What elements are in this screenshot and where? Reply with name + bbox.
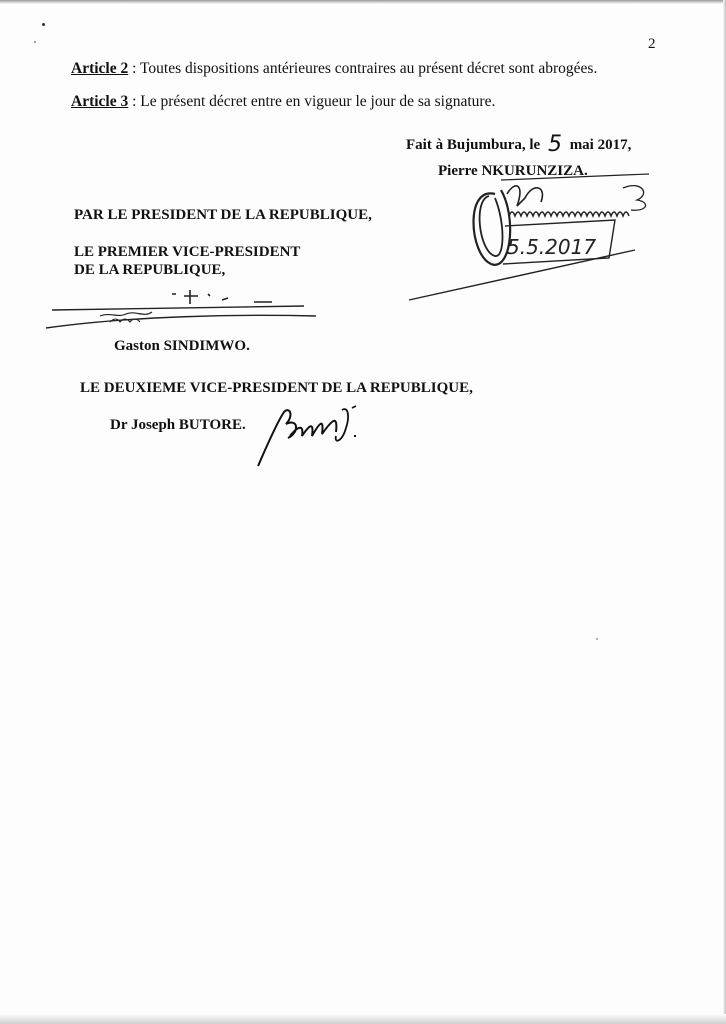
second-vice-president-title: LE DEUXIEME VICE-PRESIDENT DE LA REPUBLIQUE, [80, 380, 473, 396]
article-3 [71, 93, 495, 111]
article-3-text: : Le présent décret entre en vigueur le jour de sa signature. [128, 93, 496, 110]
scan-speck [42, 23, 45, 26]
second-vice-president-name: Dr Joseph BUTORE. [110, 417, 246, 433]
scan-bottom-edge [0, 1014, 726, 1024]
place-date-prefix: Fait à Bujumbura, le [406, 137, 541, 153]
place-date-line [406, 130, 631, 155]
first-vice-president-name: Gaston SINDIMWO. [114, 338, 250, 354]
president-signature-date: 5.5.2017 [507, 235, 597, 259]
page-number: 2 [648, 36, 656, 52]
scan-speck [596, 638, 598, 640]
first-vice-president-signature [40, 286, 330, 336]
scan-speck [34, 41, 36, 43]
first-vice-president-title-line1: LE PREMIER VICE-PRESIDENT [74, 244, 301, 260]
article-3-label: Article 3 [71, 93, 129, 110]
article-2-label: Article 2 [71, 60, 129, 77]
first-vice-president-title-line2: DE LA REPUBLIQUE, [74, 262, 226, 278]
second-vice-president-signature [252, 402, 382, 472]
place-date-month-year: mai 2017, [569, 137, 632, 153]
president-name: Pierre NKURUNZIZA. [438, 163, 588, 179]
article-2-text: : Toutes dispositions antérieures contraires au présent décret sont abrogées. [128, 60, 598, 77]
handwritten-day: 5 [547, 132, 562, 157]
scan-top-edge [0, 0, 726, 4]
par-le-president-heading: PAR LE PRESIDENT DE LA REPUBLIQUE, [74, 207, 372, 223]
article-2 [71, 60, 597, 78]
president-signature [405, 168, 665, 308]
